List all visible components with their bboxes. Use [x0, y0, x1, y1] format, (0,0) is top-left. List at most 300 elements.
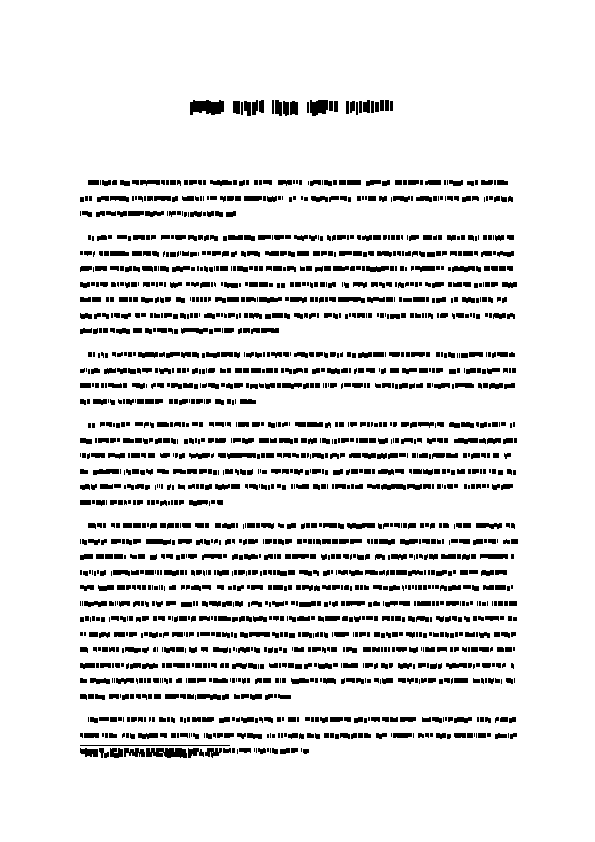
text-glyph-block — [259, 484, 260, 488]
text-glyph-block — [479, 601, 481, 606]
text-glyph-block — [333, 180, 337, 185]
text-glyph-block — [480, 469, 482, 474]
text-glyph-block — [84, 470, 88, 474]
text-glyph-block — [466, 647, 467, 652]
text-glyph-block — [106, 438, 109, 443]
text-glyph-block — [377, 632, 380, 637]
text-glyph-block — [155, 368, 158, 373]
text-glyph-block — [356, 368, 357, 372]
text-glyph-block — [450, 734, 451, 738]
text-glyph-block — [337, 369, 340, 374]
text-glyph-block — [308, 571, 312, 576]
text-glyph-block — [126, 197, 129, 202]
text-glyph-block — [232, 400, 234, 405]
text-glyph-block — [124, 555, 126, 559]
text-glyph-block — [494, 539, 496, 544]
text-glyph-block — [434, 539, 436, 544]
title-glyph-block — [371, 101, 374, 113]
text-glyph-block — [284, 586, 287, 591]
text-glyph-block — [86, 695, 87, 700]
text-glyph-block — [353, 554, 356, 558]
title-glyph-block — [375, 102, 379, 112]
text-glyph-block — [271, 718, 273, 723]
text-glyph-block — [184, 180, 188, 185]
text-glyph-block — [109, 617, 110, 622]
text-glyph-block — [280, 524, 284, 528]
text-glyph-block — [196, 601, 198, 606]
text-glyph-block — [221, 282, 223, 286]
text-glyph-block — [236, 695, 240, 699]
text-glyph-block — [316, 383, 320, 388]
text-glyph-block — [239, 555, 243, 560]
title-glyph-block — [367, 100, 370, 113]
text-glyph-block — [88, 314, 92, 319]
text-glyph-block — [335, 647, 337, 652]
text-glyph-block — [100, 180, 101, 185]
text-glyph-block — [129, 616, 133, 621]
text-glyph-block — [89, 570, 91, 574]
text-glyph-block — [411, 196, 413, 201]
text-glyph-block — [493, 570, 494, 575]
text-glyph-block — [127, 601, 130, 606]
text-glyph-block — [134, 585, 136, 590]
text-glyph-block — [186, 678, 187, 683]
text-glyph-block — [403, 180, 407, 185]
text-glyph-block — [216, 313, 220, 317]
text-glyph-block — [300, 314, 303, 319]
document-title — [190, 100, 405, 116]
text-glyph-block — [328, 313, 332, 317]
text-glyph-block — [478, 469, 479, 473]
text-glyph-block — [305, 353, 308, 358]
text-glyph-block — [209, 297, 211, 301]
text-glyph-block — [152, 196, 153, 201]
text-glyph-block — [367, 647, 371, 652]
text-glyph-block — [244, 352, 245, 357]
text-glyph-block — [374, 368, 375, 373]
text-glyph-block — [151, 500, 155, 505]
text-glyph-block — [137, 679, 138, 684]
text-glyph-block — [280, 235, 284, 239]
text-glyph-block — [197, 632, 199, 637]
text-glyph-block — [141, 470, 145, 475]
text-line — [80, 733, 515, 738]
text-glyph-block — [166, 180, 169, 185]
text-glyph-block — [320, 438, 321, 443]
text-glyph-block — [221, 383, 225, 387]
text-glyph-block — [500, 663, 501, 668]
text-glyph-block — [448, 524, 449, 528]
text-glyph-block — [190, 352, 191, 357]
text-glyph-block — [417, 453, 418, 458]
text-glyph-block — [510, 423, 512, 428]
text-glyph-block — [89, 453, 90, 458]
text-glyph-block — [358, 251, 362, 256]
text-glyph-block — [297, 717, 299, 722]
text-glyph-block — [271, 266, 272, 271]
text-glyph-block — [337, 539, 338, 544]
text-glyph-block — [100, 523, 102, 528]
text-glyph-block — [274, 694, 277, 698]
text-glyph-block — [158, 266, 159, 271]
text-glyph-block — [284, 571, 287, 576]
text-glyph-block — [440, 251, 441, 256]
text-glyph-block — [270, 733, 271, 738]
text-glyph-block — [304, 297, 307, 302]
text-glyph-block — [426, 585, 427, 590]
text-glyph-block — [202, 369, 205, 374]
text-glyph-block — [156, 632, 158, 637]
text-glyph-block — [315, 235, 317, 239]
text-glyph-block — [318, 235, 319, 240]
text-glyph-block — [416, 554, 418, 559]
text-glyph-block — [161, 313, 163, 318]
text-glyph-block — [125, 252, 129, 256]
text-glyph-block — [89, 196, 92, 201]
text-glyph-block — [95, 524, 96, 529]
text-glyph-block — [206, 602, 208, 607]
text-glyph-block — [411, 469, 412, 474]
text-glyph-block — [348, 422, 349, 427]
text-glyph-block — [443, 251, 447, 255]
text-glyph-block — [214, 368, 215, 372]
text-glyph-block — [214, 663, 217, 668]
text-glyph-block — [255, 384, 258, 389]
text-glyph-block — [99, 297, 101, 302]
text-glyph-block — [391, 733, 392, 737]
text-glyph-block — [252, 400, 256, 404]
text-glyph-block — [267, 314, 271, 319]
text-glyph-block — [115, 368, 116, 373]
text-glyph-block — [127, 616, 128, 621]
text-glyph-block — [316, 297, 318, 302]
text-glyph-block — [138, 282, 139, 286]
text-glyph-block — [328, 383, 329, 387]
text-glyph-block — [282, 540, 284, 545]
text-glyph-block — [269, 602, 271, 607]
text-glyph-block — [211, 616, 213, 620]
text-glyph-block — [379, 235, 381, 240]
text-glyph-block — [141, 717, 143, 722]
title-glyph-block — [352, 101, 355, 111]
text-glyph-block — [404, 313, 406, 318]
text-glyph-block — [201, 211, 202, 216]
text-glyph-block — [319, 523, 322, 527]
text-glyph-block — [321, 454, 324, 459]
text-glyph-block — [168, 616, 171, 620]
text-glyph-block — [139, 585, 141, 590]
text-glyph-block — [84, 400, 86, 405]
text-glyph-block — [434, 554, 438, 559]
text-glyph-block — [358, 539, 362, 543]
text-glyph-block — [160, 570, 162, 575]
text-glyph-block — [359, 266, 361, 270]
title-glyph-block — [329, 101, 333, 111]
text-glyph-block — [428, 585, 431, 589]
text-glyph-block — [379, 368, 380, 372]
text-glyph-block — [486, 647, 489, 652]
text-glyph-block — [90, 585, 94, 590]
text-line — [80, 539, 515, 544]
text-glyph-block — [118, 717, 122, 721]
text-glyph-block — [215, 539, 218, 543]
text-glyph-block — [252, 352, 254, 356]
text-glyph-block — [150, 717, 151, 721]
text-glyph-block — [198, 252, 199, 256]
text-glyph-block — [441, 438, 443, 443]
text-line — [80, 313, 515, 318]
text-glyph-block — [138, 648, 141, 652]
text-glyph-block — [117, 601, 118, 605]
text-glyph-block — [89, 485, 90, 490]
text-glyph-block — [429, 368, 431, 372]
text-glyph-block — [202, 523, 204, 528]
text-glyph-block — [366, 554, 370, 559]
text-glyph-block — [141, 235, 145, 240]
text-glyph-block — [278, 733, 280, 738]
text-glyph-block — [495, 282, 498, 286]
text-glyph-block — [278, 266, 282, 271]
text-glyph-block — [472, 384, 474, 388]
text-glyph-block — [446, 647, 447, 652]
text-glyph-block — [325, 484, 326, 489]
text-glyph-block — [187, 368, 189, 372]
text-glyph-block — [112, 602, 114, 606]
text-glyph-block — [394, 297, 395, 302]
text-glyph-block — [330, 664, 332, 669]
text-glyph-block — [212, 717, 214, 721]
text-glyph-block — [131, 734, 135, 739]
text-glyph-block — [122, 453, 125, 458]
text-glyph-block — [460, 601, 461, 606]
text-glyph-block — [106, 297, 109, 302]
text-glyph-block — [448, 267, 451, 271]
text-glyph-block — [493, 251, 496, 255]
text-glyph-block — [182, 368, 186, 373]
text-glyph-block — [320, 678, 322, 682]
text-glyph-block — [473, 181, 474, 186]
text-glyph-block — [144, 453, 146, 458]
text-glyph-block — [222, 298, 226, 303]
text-glyph-block — [349, 251, 352, 255]
text-glyph-block — [91, 554, 93, 559]
text-glyph-block — [194, 384, 198, 389]
text-glyph-block — [367, 632, 370, 637]
text-glyph-block — [354, 648, 357, 653]
text-glyph-block — [448, 678, 450, 683]
text-glyph-block — [209, 484, 212, 489]
text-glyph-block — [421, 585, 422, 590]
text-glyph-block — [162, 616, 165, 621]
text-glyph-block — [398, 235, 400, 240]
text-glyph-block — [271, 484, 274, 489]
text-glyph-block — [262, 369, 265, 373]
text-glyph-block — [136, 570, 139, 575]
text-glyph-block — [507, 352, 508, 357]
text-glyph-block — [445, 717, 447, 721]
text-line — [80, 399, 255, 404]
text-glyph-block — [84, 540, 87, 545]
text-glyph-block — [344, 196, 347, 201]
text-glyph-block — [462, 601, 465, 606]
text-glyph-block — [105, 717, 109, 721]
text-glyph-block — [513, 617, 517, 621]
text-glyph-block — [283, 267, 286, 271]
text-glyph-block — [235, 251, 237, 255]
text-glyph-block — [342, 383, 343, 388]
text-glyph-block — [126, 329, 130, 334]
text-glyph-block — [450, 647, 453, 652]
text-glyph-block — [413, 717, 416, 721]
text-glyph-block — [150, 438, 153, 442]
text-glyph-block — [136, 453, 140, 458]
text-glyph-block — [461, 235, 465, 240]
text-glyph-block — [225, 422, 226, 426]
text-glyph-block — [330, 585, 331, 590]
text-glyph-block — [124, 752, 126, 757]
text-glyph-block — [365, 196, 367, 200]
text-glyph-block — [299, 383, 302, 387]
text-glyph-block — [245, 313, 248, 318]
text-glyph-block — [233, 585, 236, 590]
text-glyph-block — [246, 383, 249, 388]
text-glyph-block — [194, 236, 197, 241]
text-glyph-block — [372, 469, 375, 474]
text-glyph-block — [453, 570, 456, 574]
title-glyph-block — [359, 101, 362, 113]
text-glyph-block — [170, 484, 171, 488]
text-glyph-block — [353, 733, 357, 738]
text-glyph-block — [402, 617, 405, 622]
text-glyph-block — [156, 314, 160, 318]
text-glyph-block — [105, 328, 108, 333]
text-glyph-block — [439, 679, 443, 684]
text-glyph-block — [203, 469, 207, 473]
text-glyph-block — [413, 632, 415, 637]
text-glyph-block — [375, 571, 378, 575]
text-glyph-block — [383, 422, 387, 427]
text-glyph-block — [260, 664, 264, 669]
text-glyph-block — [159, 484, 160, 488]
text-glyph-block — [385, 313, 386, 317]
text-glyph-block — [147, 523, 149, 527]
text-glyph-block — [488, 718, 491, 723]
text-glyph-block — [227, 368, 231, 373]
text-glyph-block — [298, 632, 301, 637]
text-glyph-block — [95, 632, 98, 637]
text-glyph-block — [348, 734, 350, 739]
text-glyph-block — [286, 469, 289, 474]
text-glyph-block — [488, 423, 491, 427]
text-glyph-block — [440, 196, 443, 200]
text-glyph-block — [208, 734, 212, 739]
text-glyph-block — [230, 422, 231, 427]
text-glyph-block — [421, 647, 422, 651]
text-glyph-block — [316, 734, 320, 739]
text-glyph-block — [447, 469, 450, 473]
text-glyph-block — [345, 266, 349, 270]
text-glyph-block — [230, 678, 231, 682]
text-glyph-block — [320, 180, 321, 185]
text-glyph-block — [365, 438, 368, 443]
text-glyph-block — [94, 251, 95, 255]
text-line — [80, 297, 515, 302]
text-glyph-block — [178, 678, 182, 683]
text-glyph-block — [442, 352, 443, 357]
text-glyph-block — [325, 297, 328, 302]
text-glyph-block — [281, 733, 283, 738]
text-glyph-block — [202, 353, 205, 358]
text-glyph-block — [362, 313, 365, 318]
text-glyph-block — [310, 454, 311, 459]
text-glyph-block — [173, 439, 176, 444]
text-glyph-block — [428, 570, 430, 575]
text-glyph-block — [142, 197, 143, 202]
text-glyph-block — [419, 282, 422, 286]
text-glyph-block — [232, 678, 235, 683]
text-glyph-block — [340, 524, 344, 529]
text-glyph-block — [454, 616, 457, 621]
text-line — [80, 422, 515, 427]
text-glyph-block — [431, 314, 433, 319]
text-glyph-block — [280, 678, 281, 683]
text-glyph-block — [444, 485, 446, 489]
text-glyph-block — [471, 484, 475, 489]
text-glyph-block — [222, 328, 223, 333]
text-glyph-block — [144, 717, 146, 722]
text-glyph-block — [175, 196, 178, 201]
text-glyph-block — [108, 180, 111, 185]
text-glyph-block — [259, 422, 260, 426]
text-glyph-block — [379, 585, 382, 590]
title-glyph-block — [287, 102, 289, 115]
text-glyph-block — [394, 632, 398, 637]
text-glyph-block — [277, 283, 280, 288]
text-glyph-block — [203, 180, 206, 185]
text-glyph-block — [196, 297, 199, 302]
text-glyph-block — [280, 585, 283, 590]
text-glyph-block — [163, 523, 166, 528]
text-glyph-block — [448, 282, 452, 287]
text-glyph-block — [221, 500, 223, 505]
text-glyph-block — [167, 453, 170, 457]
text-glyph-block — [405, 383, 408, 388]
text-glyph-block — [80, 453, 81, 457]
text-glyph-block — [504, 585, 506, 590]
text-glyph-block — [327, 539, 331, 544]
text-glyph-block — [322, 266, 323, 271]
text-glyph-block — [362, 266, 365, 271]
text-glyph-block — [129, 540, 132, 545]
text-glyph-block — [208, 752, 210, 757]
text-glyph-block — [320, 297, 324, 302]
text-glyph-block — [259, 314, 262, 319]
text-glyph-block — [423, 352, 425, 356]
text-glyph-block — [489, 282, 490, 287]
text-glyph-block — [221, 585, 224, 590]
text-glyph-block — [257, 297, 258, 302]
text-glyph-block — [112, 484, 113, 489]
text-glyph-block — [292, 647, 293, 651]
text-glyph-block — [412, 585, 414, 589]
text-glyph-block — [443, 539, 444, 544]
text-glyph-block — [117, 616, 119, 621]
text-glyph-block — [265, 601, 268, 605]
text-glyph-block — [457, 196, 459, 201]
text-glyph-block — [232, 571, 233, 576]
text-glyph-block — [391, 235, 395, 240]
text-glyph-block — [320, 236, 323, 241]
